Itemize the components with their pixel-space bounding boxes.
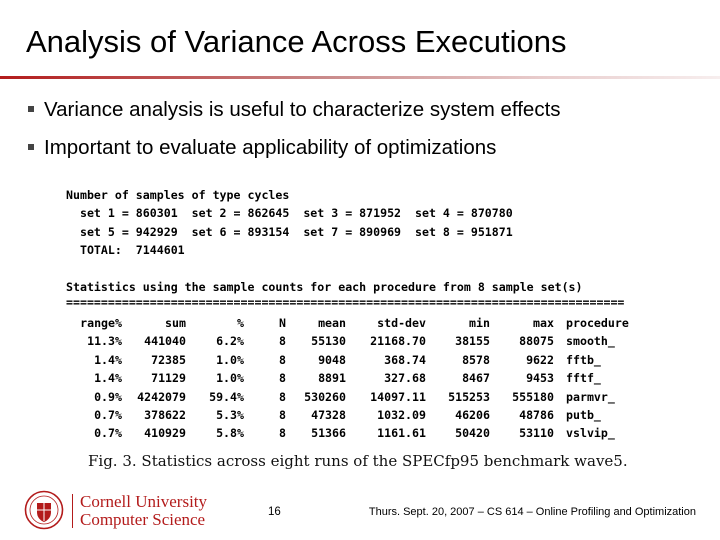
bullet-item <box>28 98 561 122</box>
table-cell: 8891 <box>318 371 346 386</box>
table-cell: 8 <box>279 334 286 349</box>
table-cell: 5.8% <box>216 426 244 441</box>
table-row <box>66 406 629 424</box>
table-cell: vslvip_ <box>566 426 615 441</box>
separator-line: ================================================================================ <box>66 298 625 306</box>
column-header: N <box>279 316 286 330</box>
table-cell: 555180 <box>512 389 554 404</box>
footer-text: Thurs. Sept. 20, 2007 – CS 614 – Online Profiling and Optimization <box>368 506 696 518</box>
column-header: mean <box>318 316 346 330</box>
table-cell: 0.7% <box>94 426 122 441</box>
table-cell: 6.2% <box>216 334 244 349</box>
bullet-text: Important to evaluate applicability of optimizations <box>44 136 497 159</box>
table-cell: 1.4% <box>94 371 122 386</box>
column-header: max <box>533 316 554 330</box>
table-cell: 55130 <box>311 334 346 349</box>
table-cell: 0.9% <box>94 389 122 404</box>
table-cell: 368.74 <box>384 352 426 367</box>
table-cell: 8 <box>279 426 286 441</box>
bullet-list <box>28 98 561 174</box>
table-cell: fftb_ <box>566 352 601 367</box>
sets-line: set 5 = 942929 set 6 = 893154 set 7 = 890969 set 8 = 951871 <box>66 224 513 239</box>
table-cell: 530260 <box>304 389 346 404</box>
table-cell: 0.7% <box>94 408 122 423</box>
table-row <box>66 424 629 442</box>
sets-line: set 1 = 860301 set 2 = 862645 set 3 = 871952 set 4 = 870780 <box>66 206 513 221</box>
bullet-item <box>28 136 561 160</box>
table-cell: 72385 <box>151 352 186 367</box>
logo-department: Computer Science <box>80 510 206 529</box>
column-header: std-dev <box>377 316 426 330</box>
table-cell: 8578 <box>462 352 490 367</box>
stats-header: Statistics using the sample counts for each procedure from 8 sample set(s) <box>66 280 583 295</box>
table-cell: 8 <box>279 352 286 367</box>
table-cell: 1161.61 <box>377 426 426 441</box>
cornell-logo <box>24 490 214 532</box>
logo-divider <box>72 494 73 528</box>
column-header: range% <box>80 316 122 330</box>
table-header-row <box>66 314 629 332</box>
samples-block <box>66 186 583 296</box>
table-cell: 9453 <box>526 371 554 386</box>
table-cell: putb_ <box>566 408 601 423</box>
table-cell: 38155 <box>455 334 490 349</box>
table-cell: 21168.70 <box>370 334 426 349</box>
table-cell: 8467 <box>462 371 490 386</box>
statistics-table <box>66 314 629 443</box>
table-cell: 1.4% <box>94 352 122 367</box>
table-cell: 9048 <box>318 352 346 367</box>
total-line: TOTAL: 7144601 <box>66 243 185 258</box>
table-cell: 51366 <box>311 426 346 441</box>
table-cell: 88075 <box>519 334 554 349</box>
column-header: % <box>237 316 244 330</box>
column-header: min <box>469 316 490 330</box>
table-cell: 9622 <box>526 352 554 367</box>
page-number: 16 <box>268 506 281 518</box>
table-cell: 59.4% <box>209 389 244 404</box>
table-cell: 48786 <box>519 408 554 423</box>
logo-wordmark <box>80 493 207 529</box>
table-cell: 4242079 <box>137 389 186 404</box>
table-cell: 5.3% <box>216 408 244 423</box>
cornell-seal-icon <box>24 490 64 530</box>
table-row <box>66 332 629 350</box>
table-cell: fftf_ <box>566 371 601 386</box>
table-cell: 8 <box>279 389 286 404</box>
column-header: sum <box>165 316 186 330</box>
table-cell: 1.0% <box>216 371 244 386</box>
bullet-text: Variance analysis is useful to characterize system effects <box>44 98 561 121</box>
table-cell: 14097.11 <box>370 389 426 404</box>
table-cell: 53110 <box>519 426 554 441</box>
table-cell: 8 <box>279 408 286 423</box>
table-cell: 46206 <box>455 408 490 423</box>
table-cell: 47328 <box>311 408 346 423</box>
bullet-icon <box>28 144 34 150</box>
table-row <box>66 369 629 387</box>
table-cell: 8 <box>279 371 286 386</box>
table-cell: smooth_ <box>566 334 615 349</box>
table-cell: 1.0% <box>216 352 244 367</box>
slide-title: Analysis of Variance Across Executions <box>26 24 567 59</box>
table-cell: 515253 <box>448 389 490 404</box>
table-cell: 71129 <box>151 371 186 386</box>
title-divider <box>0 76 720 79</box>
samples-header: Number of samples of type cycles <box>66 188 290 202</box>
table-cell: 410929 <box>144 426 186 441</box>
table-row <box>66 388 629 406</box>
figure-caption: Fig. 3. Statistics across eight runs of the SPECfp95 benchmark wave5. <box>88 452 628 470</box>
table-cell: 50420 <box>455 426 490 441</box>
table-cell: parmvr_ <box>566 389 615 404</box>
table-cell: 441040 <box>144 334 186 349</box>
logo-university: Cornell University <box>80 492 208 511</box>
table-row <box>66 351 629 369</box>
bullet-icon <box>28 106 34 112</box>
table-cell: 11.3% <box>87 334 122 349</box>
table-cell: 1032.09 <box>377 408 426 423</box>
table-cell: 327.68 <box>384 371 426 386</box>
column-header: procedure <box>566 316 629 330</box>
table-cell: 378622 <box>144 408 186 423</box>
